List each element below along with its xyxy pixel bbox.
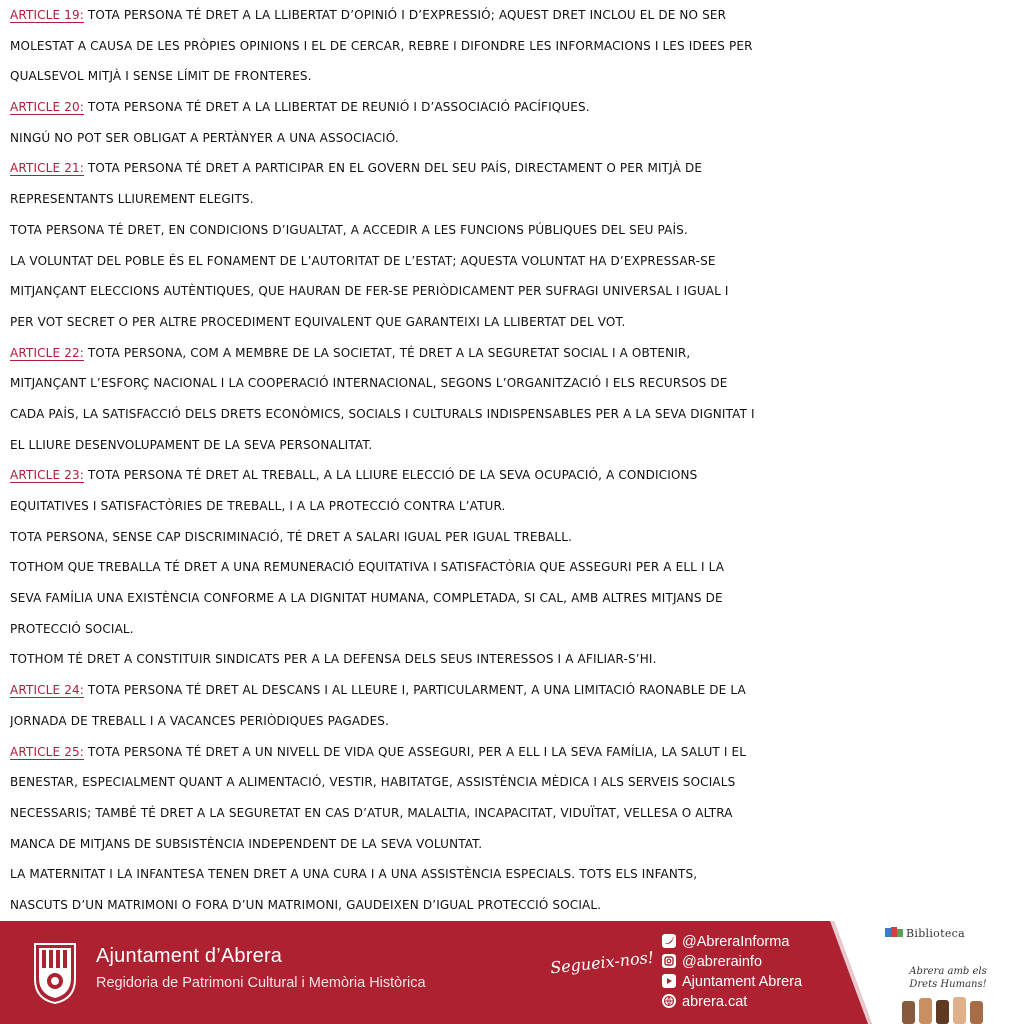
- article-text-line: [10, 399, 1015, 430]
- article-label: ARTICLE 25:: [10, 744, 84, 759]
- article-text: TOTA PERSONA, SENSE CAP DISCRIMINACIÓ, TÉ DRET A SALARI IGUAL PER IGUAL TREBALL.: [10, 529, 573, 544]
- campaign-slogan: Abrera amb els Drets Humans!: [909, 966, 987, 990]
- article-heading-line: [10, 0, 1015, 31]
- article-text: SEVA FAMÍLIA UNA EXISTÈNCIA CONFORME A LA DIGNITAT HUMANA, COMPLETADA, SI CAL, AMB ALTRES MITJANS DE: [10, 591, 723, 606]
- article-text: MITJANÇANT L’ESFORÇ NACIONAL I LA COOPERACIÓ INTERNACIONAL, SEGONS L’ORGANITZACIÓ I ELS RECURSOS DE: [10, 376, 728, 391]
- article-text: TOTA PERSONA TÉ DRET A UN NIVELL DE VIDA QUE ASSEGURI, PER A ELL I LA SEVA FAMÍLIA, LA SALUT I EL: [83, 744, 747, 759]
- article-label: ARTICLE 23:: [10, 468, 84, 483]
- globe-icon: [662, 994, 676, 1008]
- article-heading-line: [10, 338, 1015, 369]
- article-text: TOTA PERSONA, COM A MEMBRE DE LA SOCIETAT, TÉ DRET A LA SEGURETAT SOCIAL I A OBTENIR,: [83, 345, 691, 360]
- org-subtitle: Regidoria de Patrimoni Cultural i Memòria Històrica: [96, 975, 426, 991]
- article-text: EQUITATIVES I SATISFACTÒRIES DE TREBALL, I A LA PROTECCIÓ CONTRA L’ATUR.: [10, 499, 506, 513]
- abrera-shield-icon: [32, 941, 78, 1005]
- article-heading-line: [10, 153, 1015, 184]
- youtube-icon: [662, 974, 676, 988]
- article-text: LA MATERNITAT I LA INFANTESA TENEN DRET A UNA CURA I A UNA ASSISTÈNCIA ESPECIALS. TOTS ELS INFANTS,: [10, 867, 698, 882]
- article-text-line: [10, 215, 1015, 246]
- article-text: MOLESTAT A CAUSA DE LES PRÒPIES OPINIONS I EL DE CERCAR, REBRE I DIFONDRE LES INFORMACIONS I LES IDEES PER: [10, 38, 753, 53]
- follow-us-label: Segueix-nos!: [549, 947, 656, 978]
- article-text: BENESTAR, ESPECIALMENT QUANT A ALIMENTACIÓ, VESTIR, HABITATGE, ASSISTÈNCIA MÈDICA I ALS SERVEIS SOCIALS: [10, 775, 736, 790]
- article-text: TOTA PERSONA TÉ DRET A PARTICIPAR EN EL GOVERN DEL SEU PAÍS, DIRECTAMENT O PER MITJÀ DE: [83, 161, 703, 176]
- article-text-line: [10, 61, 1015, 92]
- article-label: ARTICLE 19:: [10, 8, 84, 22]
- article-text: MITJANÇANT ELECCIONS AUTÈNTIQUES, QUE HAURAN DE FER-SE PERIÒDICAMENT PER SUFRAGI UNIVERSAL I IGUAL I: [10, 284, 729, 299]
- article-heading-line: [10, 92, 1015, 123]
- article-text: TOTA PERSONA TÉ DRET, EN CONDICIONS D’IGUALTAT, A ACCEDIR A LES FUNCIONS PÚBLIQUES DEL SEU PAÍS.: [10, 222, 688, 237]
- social-youtube-text: Ajuntament Abrera: [682, 974, 803, 990]
- article-heading-line: [10, 460, 1015, 491]
- article-text: TOTHOM QUE TREBALLA TÉ DRET A UNA REMUNERACIÓ EQUITATIVA I SATISFACTÒRIA QUE ASSEGURI PER A ELL I LA: [10, 560, 725, 575]
- library-title: Biblioteca: [906, 927, 965, 940]
- article-heading-line: [10, 675, 1015, 706]
- article-text-line: [10, 552, 1015, 583]
- social-website-text: abrera.cat: [682, 994, 748, 1010]
- raised-hands-icon: [898, 995, 994, 1024]
- article-text: REPRESENTANTS LLIUREMENT ELEGITS.: [10, 192, 254, 207]
- article-label: ARTICLE 20:: [10, 100, 84, 115]
- article-text: PROTECCIÓ SOCIAL.: [10, 621, 134, 636]
- social-instagram-text: @abrerainfo: [682, 954, 763, 970]
- article-text-line: [10, 184, 1015, 215]
- org-name: Ajuntament d’Abrera: [96, 945, 283, 967]
- article-text-line: [10, 307, 1015, 338]
- article-text-line: [10, 31, 1015, 62]
- library-logo-icon: [884, 925, 904, 939]
- article-text: QUALSEVOL MITJÀ I SENSE LÍMIT DE FRONTERES.: [10, 69, 312, 84]
- article-text: TOTHOM TÉ DRET A CONSTITUIR SINDICATS PER A LA DEFENSA DELS SEUS INTERESSOS I A AFILIAR-S’HI.: [10, 652, 657, 667]
- article-text-line: [10, 644, 1015, 675]
- article-text: TOTA PERSONA TÉ DRET AL TREBALL, A LA LLIURE ELECCIÓ DE LA SEVA OCUPACIÓ, A CONDICIONS: [83, 468, 698, 483]
- article-text: TOTA PERSONA TÉ DRET AL DESCANS I AL LLEURE I, PARTICULARMENT, A UNA LIMITACIÓ RAONABLE DE LA: [83, 683, 746, 698]
- article-label: ARTICLE 22:: [10, 345, 84, 360]
- article-text: CADA PAÍS, LA SATISFACCIÓ DELS DRETS ECONÒMICS, SOCIALS I CULTURALS INDISPENSABLES PER A LA SEVA DIGNITAT I: [10, 406, 755, 421]
- article-text: TOTA PERSONA TÉ DRET A LA LLIBERTAT D’OPINIÓ I D’EXPRESSIÓ; AQUEST DRET INCLOU EL DE NO SER: [83, 8, 727, 22]
- social-twitter-link[interactable]: [662, 932, 789, 952]
- article-text: NINGÚ NO POT SER OBLIGAT A PERTÀNYER A UNA ASSOCIACIÓ.: [10, 130, 399, 145]
- article-text-line: [10, 430, 1015, 461]
- footer-banner: [0, 921, 1023, 1024]
- social-twitter-text: @AbreraInforma: [682, 934, 790, 950]
- article-text-line: [10, 246, 1015, 277]
- article-text-line: [10, 522, 1015, 553]
- article-heading-line: [10, 737, 1015, 768]
- article-text: PER VOT SECRET O PER ALTRE PROCEDIMENT EQUIVALENT QUE GARANTEIXI LA LLIBERTAT DEL VOT.: [10, 314, 626, 329]
- article-text-line: [10, 798, 1015, 829]
- instagram-icon: [662, 954, 676, 968]
- article-text-line: [10, 583, 1015, 614]
- article-text-line: [10, 829, 1015, 860]
- article-text: TOTA PERSONA TÉ DRET A LA LLIBERTAT DE REUNIÓ I D’ASSOCIACIÓ PACÍFIQUES.: [83, 100, 590, 115]
- article-text: NASCUTS D’UN MATRIMONI O FORA D’UN MATRIMONI, GAUDEIXEN D’IGUAL PROTECCIÓ SOCIAL.: [10, 897, 602, 912]
- social-website-link[interactable]: [662, 992, 747, 1012]
- articles-text: [10, 0, 1015, 920]
- social-youtube-link[interactable]: [662, 972, 802, 992]
- social-instagram-link[interactable]: [662, 952, 762, 972]
- article-text-line: [10, 859, 1015, 890]
- article-text: MANCA DE MITJANS DE SUBSISTÈNCIA INDEPENDENT DE LA SEVA VOLUNTAT.: [10, 836, 483, 851]
- article-label: ARTICLE 21:: [10, 161, 84, 176]
- article-text-line: [10, 123, 1015, 154]
- article-text-line: [10, 767, 1015, 798]
- article-text-line: [10, 491, 1015, 522]
- article-text-line: [10, 614, 1015, 645]
- article-text: LA VOLUNTAT DEL POBLE ÉS EL FONAMENT DE L’AUTORITAT DE L’ESTAT; AQUESTA VOLUNTAT HA D’EXPRESSAR-SE: [10, 253, 716, 268]
- article-text-line: [10, 276, 1015, 307]
- article-label: ARTICLE 24:: [10, 683, 84, 698]
- article-text: EL LLIURE DESENVOLUPAMENT DE LA SEVA PERSONALITAT.: [10, 437, 373, 452]
- article-text-line: [10, 706, 1015, 737]
- article-text-line: [10, 890, 1015, 920]
- article-text: JORNADA DE TREBALL I A VACANCES PERIÒDIQUES PAGADES.: [10, 713, 390, 728]
- article-text-line: [10, 368, 1015, 399]
- twitter-icon: [662, 934, 676, 948]
- article-text: NECESSARIS; TAMBÉ TÉ DRET A LA SEGURETAT EN CAS D’ATUR, MALALTIA, INCAPACITAT, VIDUÏTAT, VELLESA O ALTRA: [10, 805, 733, 820]
